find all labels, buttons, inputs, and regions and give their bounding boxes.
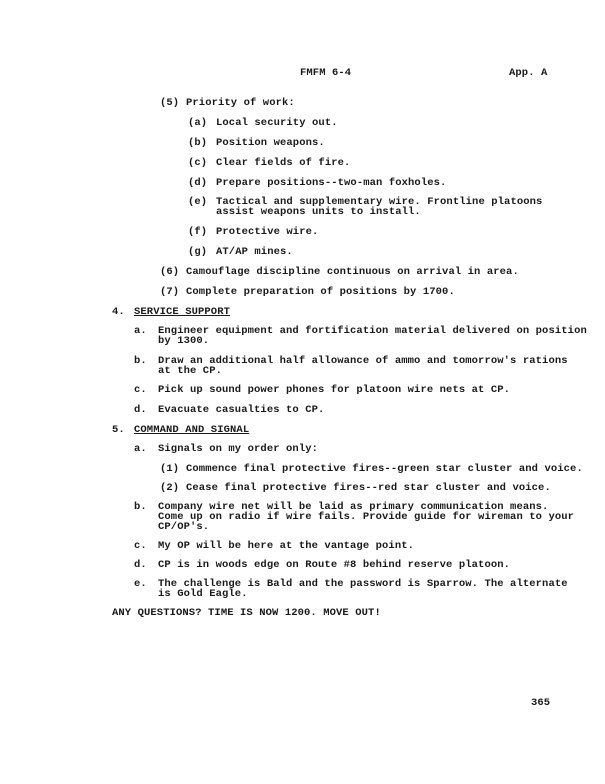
signal-d-number: d. <box>134 559 147 571</box>
item-7-text: Complete preparation of positions by 1700. <box>186 286 455 298</box>
priority-f-text: Protective wire. <box>216 226 319 238</box>
service-c-text: Pick up sound power phones for platoon wire nets at CP. <box>158 384 511 396</box>
priority-g-text: AT/AP mines. <box>216 246 293 258</box>
signal-e-number: e. <box>134 578 147 590</box>
signal-b-line3: CP/OP's. <box>158 521 210 533</box>
section-5-heading: COMMAND AND SIGNAL <box>134 424 250 436</box>
service-b-number: b. <box>134 355 147 367</box>
service-a-line2: by 1300. <box>158 335 210 347</box>
signal-e-line1: The challenge is Bald and the password is Sparrow. The alternate <box>158 578 568 590</box>
service-c-number: c. <box>134 384 147 396</box>
signal-a-number: a. <box>134 443 147 455</box>
signal-a2-number: (2) <box>160 482 180 494</box>
signal-a1-text: Commence final protective fires--green star cluster and voice. <box>186 463 583 475</box>
signal-b-line2: Come up on radio if wire fails. Provide guide for wireman to your <box>158 511 575 523</box>
service-d-number: d. <box>134 404 147 416</box>
signal-a-text: Signals on my order only: <box>158 443 319 455</box>
priority-c-text: Clear fields of fire. <box>216 157 351 169</box>
priority-f-number: (f) <box>188 226 208 238</box>
appendix-label: App. A <box>509 67 548 79</box>
item-6-number: (6) <box>160 266 180 278</box>
signal-a1-number: (1) <box>160 463 180 475</box>
item-7-number: (7) <box>160 286 180 298</box>
item-5-number: (5) <box>160 97 180 109</box>
page-number: 365 <box>531 697 551 709</box>
priority-d-number: (d) <box>188 177 208 189</box>
priority-e-line1: Tactical and supplementary wire. Frontline platoons <box>216 196 543 208</box>
priority-e-line2: assist weapons units to install. <box>216 206 421 218</box>
item-6-text: Camouflage discipline continuous on arrival in area. <box>186 266 519 278</box>
priority-a-number: (a) <box>188 117 208 129</box>
section-5-number: 5. <box>112 424 125 436</box>
priority-b-number: (b) <box>188 137 208 149</box>
item-5-text: Priority of work: <box>186 97 295 109</box>
signal-c-number: c. <box>134 540 147 552</box>
signal-c-text: My OP will be here at the vantage point. <box>158 540 415 552</box>
priority-g-number: (g) <box>188 246 208 258</box>
priority-d-text: Prepare positions--two-man foxholes. <box>216 177 447 189</box>
signal-b-number: b. <box>134 501 147 513</box>
signal-d-text: CP is in woods edge on Route #8 behind reserve platoon. <box>158 559 511 571</box>
priority-b-text: Position weapons. <box>216 137 325 149</box>
document-id: FMFM 6-4 <box>300 67 352 79</box>
priority-a-text: Local security out. <box>216 117 338 129</box>
section-4-number: 4. <box>112 306 125 318</box>
signal-e-line2: is Gold Eagle. <box>158 588 248 600</box>
priority-e-number: (e) <box>188 196 208 208</box>
service-d-text: Evacuate casualties to CP. <box>158 404 325 416</box>
signal-b-line1: Company wire net will be laid as primary communication means. <box>158 501 549 513</box>
service-b-line2: at the CP. <box>158 365 223 377</box>
section-4-heading: SERVICE SUPPORT <box>134 306 231 318</box>
signal-a2-text: Cease final protective fires--red star cluster and voice. <box>186 482 551 494</box>
priority-c-number: (c) <box>188 157 208 169</box>
service-b-line1: Draw an additional half allowance of ammo and tomorrow's rations <box>158 355 568 367</box>
closing-statement: ANY QUESTIONS? TIME IS NOW 1200. MOVE OUT! <box>112 607 381 619</box>
service-a-line1: Engineer equipment and fortification material delivered on position <box>158 325 587 337</box>
service-a-number: a. <box>134 325 147 337</box>
